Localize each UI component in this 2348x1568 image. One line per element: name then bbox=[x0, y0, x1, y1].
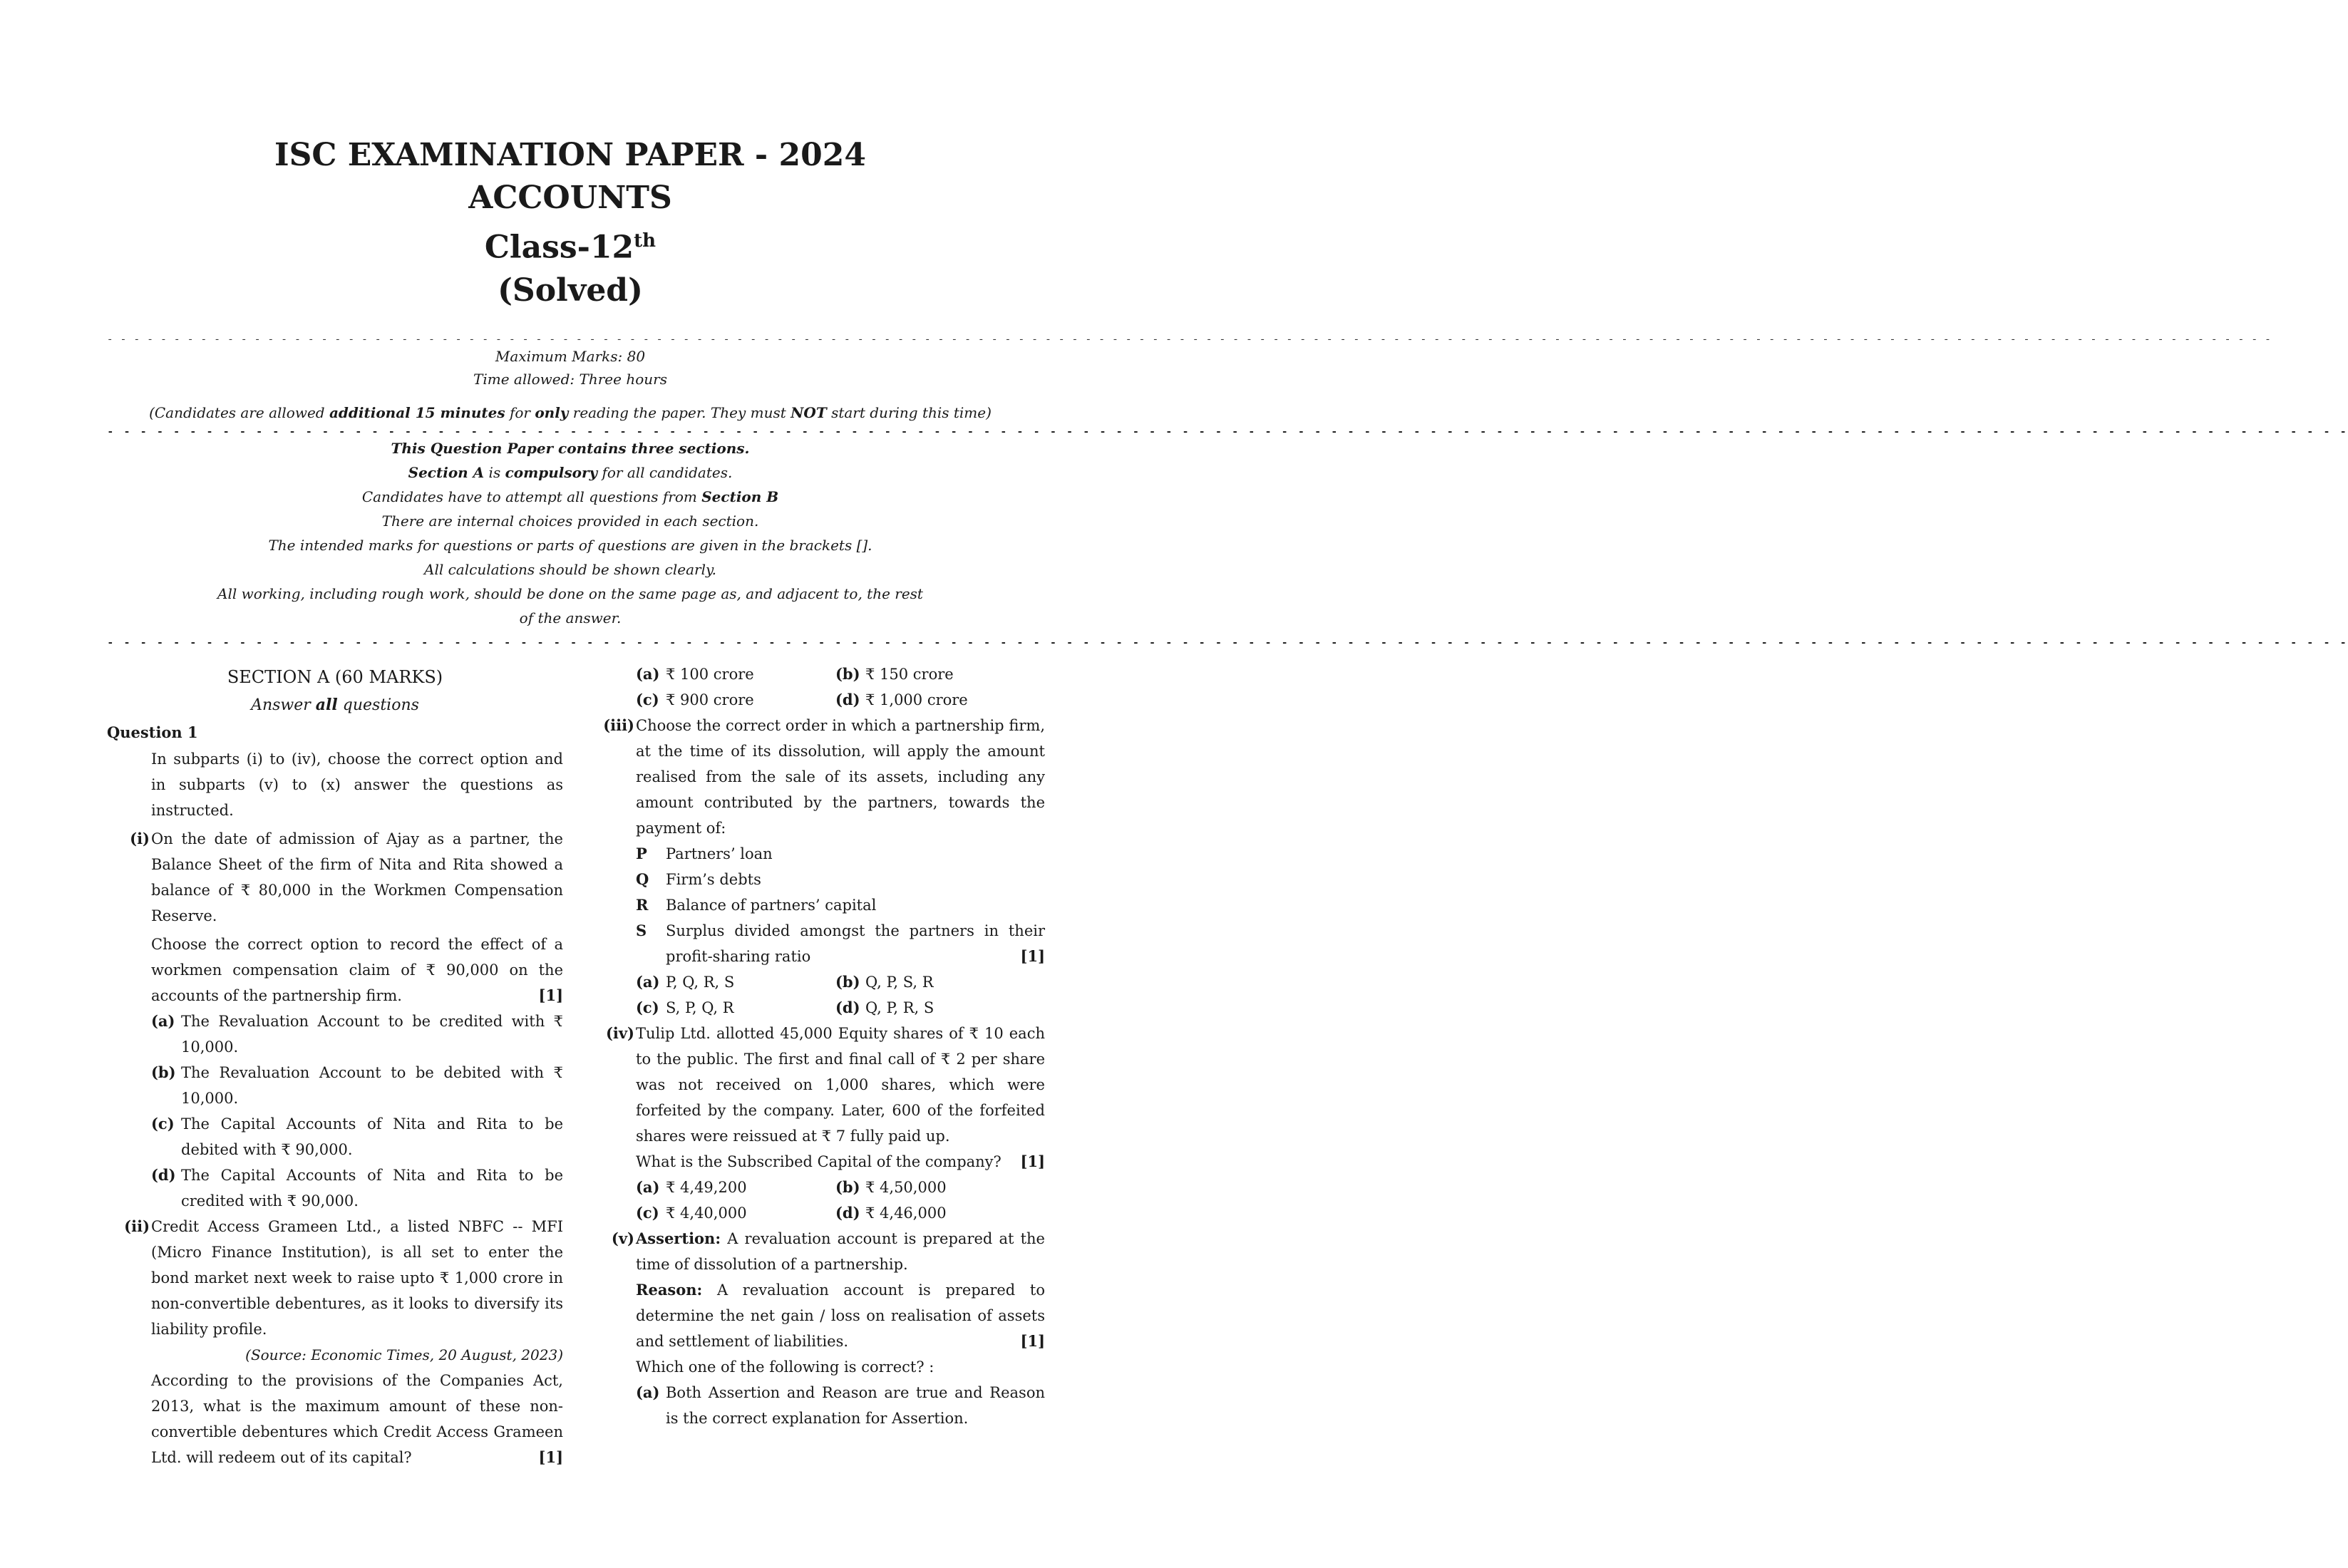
marks-badge: [1] bbox=[1020, 1152, 1045, 1170]
list-item-r: R Balance of partners’ capital bbox=[636, 896, 877, 914]
option-b: (b) The Revaluation Account to be debited with ₹ 10,000. bbox=[151, 1063, 563, 1107]
subject-title: ACCOUNTS bbox=[468, 180, 672, 216]
option-d: (d) The Capital Accounts of Nita and Rita to be credited with ₹ 90,000. bbox=[151, 1166, 563, 1209]
class-label: Class-12 bbox=[484, 229, 634, 266]
options-grid bbox=[592, 1175, 1045, 1226]
instruction-line: Section A is compulsory for all candidates. bbox=[408, 464, 733, 481]
subpart-text: On the date of admission of Ajay as a partner, the Balance Sheet of the firm of Nita and Rita showed a balance of ₹ 80,000 in the Workmen Compensation Reserve. bbox=[151, 830, 563, 924]
subpart-number: (iii) bbox=[603, 716, 634, 734]
list-item-s: S Surplus divided amongst the partners in their profit-sharing ratio [1] bbox=[592, 918, 1045, 969]
marks-badge: [1] bbox=[1020, 947, 1045, 965]
instruction-line: There are internal choices provided in each section. bbox=[381, 512, 759, 530]
paper-title: ISC EXAMINATION PAPER - 2024 bbox=[274, 137, 866, 173]
subpart-text: Choose the correct order in which a partnership firm, at the time of its dissolution, will apply the amount realised from the sale of its assets, including any amount contributed by the partners, towards the payment of: bbox=[636, 717, 1045, 837]
reading-time-note: (Candidates are allowed additional 15 minutes for only reading the paper. They must NOT start during this time) bbox=[149, 404, 992, 421]
option-a: (a) ₹ 100 crore bbox=[636, 665, 754, 683]
list-item-q: Q Firm’s debts bbox=[636, 870, 761, 888]
option-d: (d) ₹ 4,46,000 bbox=[835, 1204, 947, 1222]
subpart-v bbox=[592, 1226, 1045, 1277]
subpart-number: (v) bbox=[611, 1229, 634, 1247]
question-heading: Question 1 bbox=[107, 723, 198, 741]
divider-dashed: - - - - - - - - - - - - - - - - - - - - - - - - - - - - - - - - - - - - - - - - - - - - - - - - - - - - - - - - - - - - - - - - - - - - - - - - - - - - - - - - - - - - - - - - - - - - - - - - - - - - - - - - - - - - - - - - - - - - - - - - - - - - - - - - - - - - - - - - - - - - - - - - - - - - - - - - - - - - - - - - - - bbox=[107, 334, 2272, 346]
option-c: (c) The Capital Accounts of Nita and Rita to be debited with ₹ 90,000. bbox=[151, 1115, 563, 1158]
option-a: (a) Both Assertion and Reason are true and Reason is the correct explanation for Assertion. bbox=[636, 1383, 1045, 1427]
option-b: (b) ₹ 4,50,000 bbox=[835, 1178, 947, 1196]
option-c: (c) ₹ 900 crore bbox=[636, 691, 754, 708]
subpart-text: Credit Access Grameen Ltd., a listed NBFC -- MFI (Micro Finance Institution), is all set to enter the bond market next week to raise upto ₹ 1,000 crore in non-convertible debentures, as it looks to diversify its liability profile. bbox=[151, 1218, 563, 1338]
assertion-text: A revaluation account is prepared at the time of dissolution of a partnership. bbox=[636, 1230, 1045, 1273]
instruction-line: of the answer. bbox=[519, 609, 622, 626]
option-d: (d) Q, P, R, S bbox=[835, 999, 934, 1016]
reason bbox=[592, 1277, 1045, 1354]
divider-bold-dashed: - - - - - - - - - - - - - - - - - - - - - - - - - - - - - - - - - - - - - - - - - - - - - - - - - - - - - - - - - - - - - - - - - - - - - - - - - - - - - - - - - - - - - - - - - - - - - - - - - - - - - - - - - - - - - - - - - - - - - - - - - - - - - - - - - - - - - - - - bbox=[107, 636, 2348, 649]
option-d: (d) ₹ 1,000 crore bbox=[835, 691, 968, 708]
instruction-line: Candidates have to attempt all questions from Section B bbox=[361, 488, 779, 505]
right-column bbox=[592, 661, 1045, 1431]
option-a: (a) ₹ 4,49,200 bbox=[636, 1178, 747, 1196]
solved-title: (Solved) bbox=[498, 272, 643, 309]
subpart-iii bbox=[592, 713, 1045, 841]
max-marks: Maximum Marks: 80 bbox=[495, 348, 646, 365]
subpart-i bbox=[107, 826, 563, 929]
marks-badge: [1] bbox=[1020, 1332, 1045, 1350]
marks-badge: [1] bbox=[538, 986, 563, 1004]
list-item-p: P Partners’ loan bbox=[636, 845, 773, 862]
class-title bbox=[0, 220, 1140, 269]
subpart-ii-question: According to the provisions of the Companies Act, 2013, what is the maximum amount of these non-convertible debentures which Credit Access Grameen Ltd. will redeem out of its capital? [1] bbox=[107, 1368, 563, 1470]
reason-label: Reason: bbox=[636, 1281, 703, 1299]
option-c: (c) ₹ 4,40,000 bbox=[636, 1204, 747, 1222]
options-grid bbox=[592, 969, 1045, 1021]
reason-text: A revaluation account is prepared to determine the net gain / loss on realisation of assets and settlement of liabilities. bbox=[636, 1281, 1045, 1350]
left-column bbox=[107, 663, 563, 1470]
options-grid bbox=[592, 661, 1045, 713]
option-b: (b) ₹ 150 crore bbox=[835, 665, 954, 683]
source-citation: (Source: Economic Times, 20 August, 2023) bbox=[245, 1346, 563, 1363]
option-b: (b) Q, P, S, R bbox=[835, 973, 934, 991]
option-a: (a) P, Q, R, S bbox=[636, 973, 735, 991]
instruction-line: All calculations should be shown clearly. bbox=[424, 561, 716, 578]
option-a: (a) The Revaluation Account to be credited with ₹ 10,000. bbox=[151, 1012, 563, 1056]
marks-badge: [1] bbox=[538, 1448, 563, 1466]
subpart-iv-question: What is the Subscribed Capital of the company? [1] bbox=[592, 1149, 1045, 1175]
title-block bbox=[0, 134, 1140, 312]
subpart-ii bbox=[107, 1214, 563, 1342]
divider-bold-dashed: - - - - - - - - - - - - - - - - - - - - - - - - - - - - - - - - - - - - - - - - - - - - - - - - - - - - - - - - - - - - - - - - - - - - - - - - - - - - - - - - - - - - - - - - - - - - - - - - - - - - - - - - - - - - - - - - - - - - - - - - - - - - - - - - - - - - - - - - bbox=[107, 425, 2348, 438]
instruction-line: The intended marks for questions or parts of questions are given in the brackets []. bbox=[268, 537, 872, 554]
time-allowed: Time allowed: Three hours bbox=[473, 371, 667, 388]
question-intro: In subparts (i) to (iv), choose the correct option and in subparts (v) to (x) answer the questions as instructed. bbox=[151, 751, 563, 819]
option-c: (c) S, P, Q, R bbox=[636, 999, 734, 1016]
subpart-iv bbox=[592, 1021, 1045, 1149]
subpart-number: (ii) bbox=[124, 1217, 150, 1235]
instruction-line: This Question Paper contains three sections. bbox=[391, 440, 750, 457]
subpart-i-question: Choose the correct option to record the effect of a workmen compensation claim of ₹ 90,000 on the accounts of the partnership firm. [1] bbox=[107, 932, 563, 1009]
section-heading: SECTION A (60 MARKS) bbox=[227, 667, 443, 687]
subpart-v-question: Which one of the following is correct? : bbox=[636, 1358, 934, 1376]
class-superscript: th bbox=[634, 230, 656, 252]
section-subheading: Answer all questions bbox=[251, 696, 419, 714]
assertion-label: Assertion: bbox=[636, 1229, 721, 1247]
subpart-number: (i) bbox=[130, 830, 150, 847]
subpart-text: Tulip Ltd. allotted 45,000 Equity shares of ₹ 10 each to the public. The first and final call of ₹ 2 per share was not received on 1,000 shares, which were forfeited by the company. Later, 600 of the forfeited shares were reissued at ₹ 7 fully paid up. bbox=[636, 1025, 1045, 1145]
subpart-number: (iv) bbox=[605, 1024, 634, 1042]
instruction-line: All working, including rough work, should be done on the same page as, and adjacent to, the rest bbox=[217, 585, 923, 602]
instructions bbox=[0, 436, 1140, 630]
